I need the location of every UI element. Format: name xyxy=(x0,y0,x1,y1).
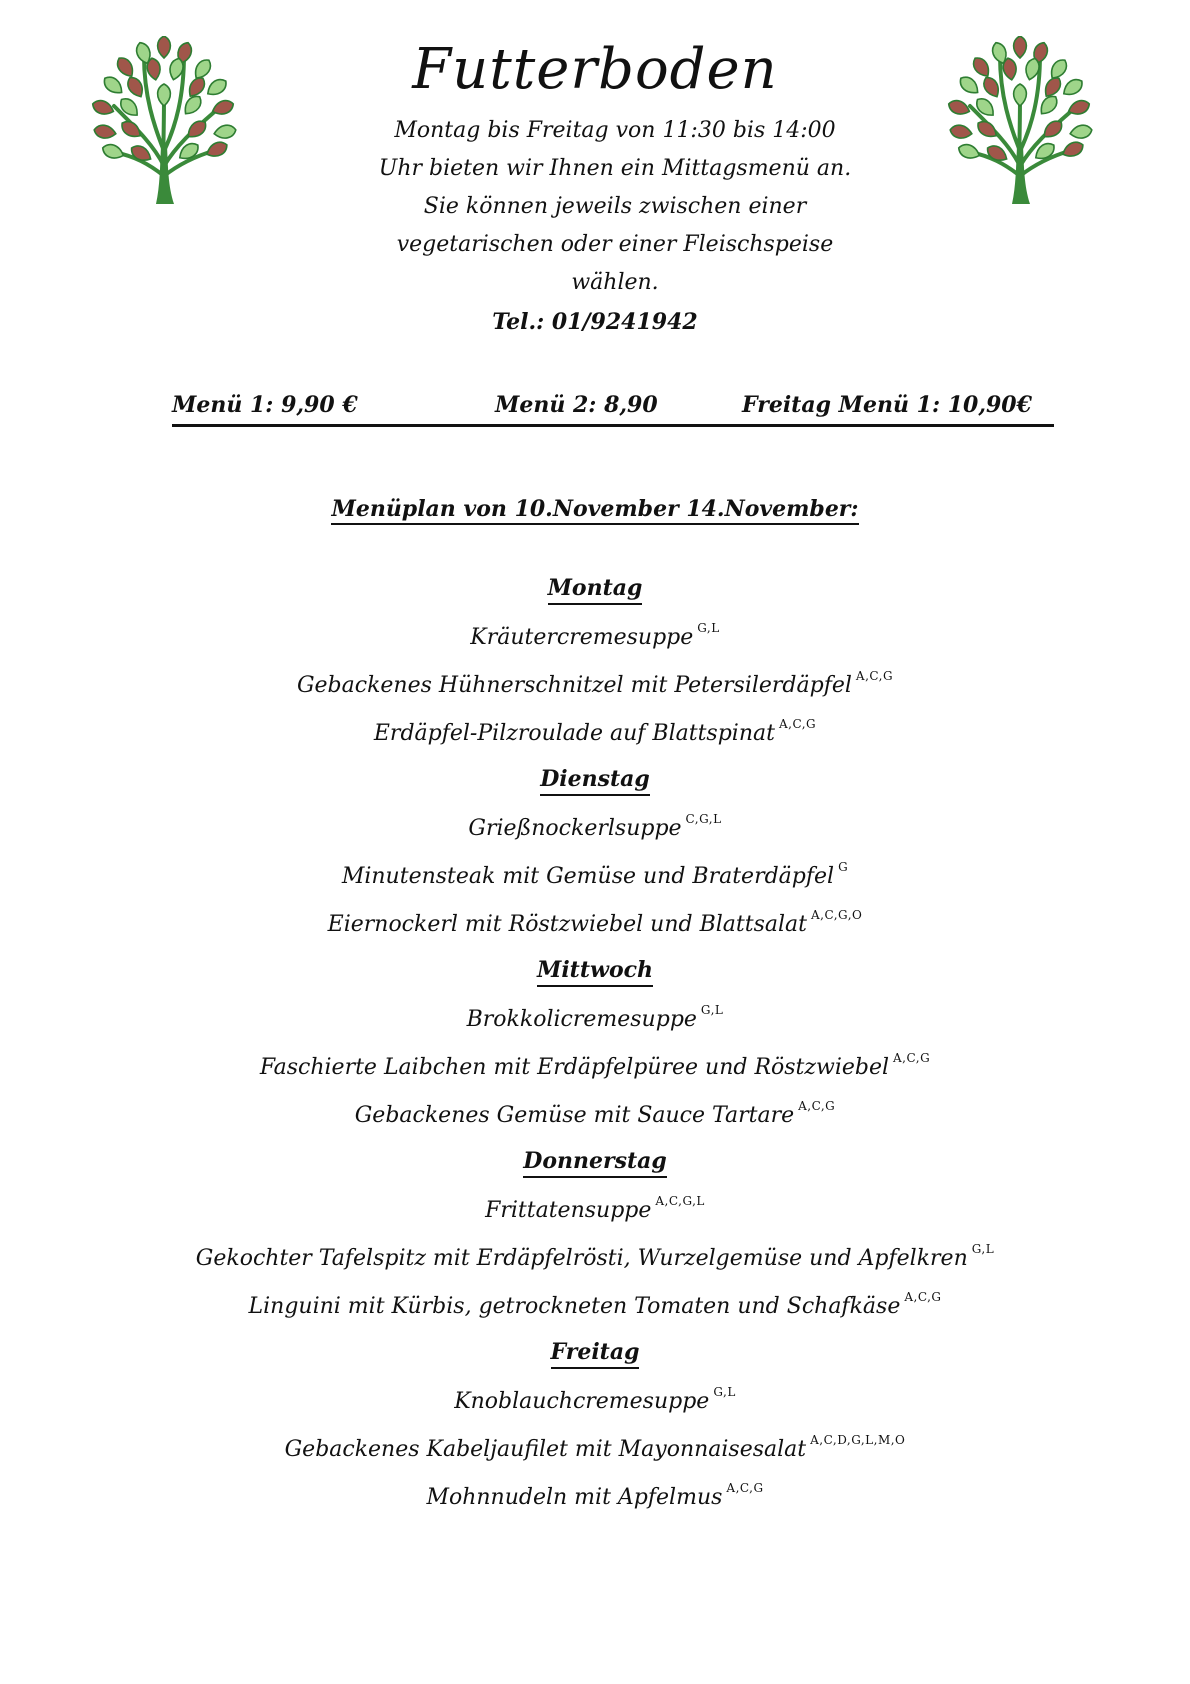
dish-name: Gebackenes Hühnerschnitzel mit Petersilerdäpfel xyxy=(296,673,852,698)
allergen-codes: A,C,G,O xyxy=(811,908,863,922)
tree-leaf xyxy=(1060,139,1085,160)
day-section-freitag xyxy=(0,1334,1190,1517)
dish-item xyxy=(0,657,1190,705)
tree-leaf xyxy=(1060,76,1085,99)
tree-leaf xyxy=(970,55,993,80)
tree-leaf xyxy=(119,118,144,141)
tree-leaf xyxy=(1014,84,1027,106)
tree-leaf xyxy=(957,73,982,97)
intro-line: Sie können jeweils zwischen einer xyxy=(423,194,807,219)
tree-leaf xyxy=(1037,93,1061,118)
dish-item xyxy=(0,991,1190,1039)
restaurant-title: Futterboden xyxy=(412,37,778,102)
allergen-codes: A,C,D,G,L,M,O xyxy=(810,1433,906,1447)
intro-text xyxy=(345,112,885,302)
allergen-codes: A,C,G,L xyxy=(655,1194,705,1208)
dish-name: Faschierte Laibchen mit Erdäpfelpüree und Röstzwiebel xyxy=(259,1055,890,1080)
allergen-codes: G,L xyxy=(697,621,720,635)
tree-leaf xyxy=(1014,36,1027,58)
tree-leaf xyxy=(947,98,972,118)
dish-item xyxy=(0,1278,1190,1326)
dish-name: Frittatensuppe xyxy=(485,1198,652,1223)
dish-name: Grießnockerlsuppe xyxy=(468,816,682,841)
day-name: Mittwoch xyxy=(537,955,653,987)
dish-item xyxy=(0,1421,1190,1469)
dish-name: Kräutercremesuppe xyxy=(470,625,694,650)
allergen-codes: A,C,G xyxy=(798,1099,836,1113)
day-name: Montag xyxy=(548,573,643,605)
allergen-codes: A,C,G xyxy=(726,1481,764,1495)
intro-line: vegetarischen oder einer Fleischspeise xyxy=(396,232,834,257)
allergen-codes: A,C,G xyxy=(778,717,817,731)
allergen-codes: C,G,L xyxy=(685,812,722,826)
allergen-codes: A,C,G xyxy=(893,1051,931,1065)
dish-name: Gebackenes Gemüse mit Sauce Tartare xyxy=(354,1103,795,1128)
dish-item xyxy=(0,800,1190,848)
dish-name: Gebackenes Kabeljaufilet mit Mayonnaisesalat xyxy=(284,1437,807,1462)
price-friday-menu-1: Freitag Menü 1: 10,90€ xyxy=(742,392,1032,418)
phone-number: Tel.: 01/9241942 xyxy=(492,309,698,335)
dish-item xyxy=(0,609,1190,657)
day-section-mittwoch xyxy=(0,952,1190,1135)
dish-name: Knoblauchcremesuppe xyxy=(454,1389,710,1414)
tree-icon xyxy=(940,36,1100,206)
dish-name: Erdäpfel-Pilzroulade auf Blattspinat xyxy=(373,721,775,746)
tree-leaf xyxy=(949,124,973,140)
allergen-codes: G,L xyxy=(971,1242,995,1256)
intro-line: Uhr bieten wir Ihnen ein Mittagsmenü an. xyxy=(378,156,852,181)
tree-leaf xyxy=(973,95,998,120)
day-name: Donnerstag xyxy=(523,1146,667,1178)
allergen-codes: G xyxy=(838,860,849,874)
tree-leaf xyxy=(93,124,117,140)
price-row xyxy=(172,388,1054,427)
dish-name: Minutensteak mit Gemüse und Braterdäpfel xyxy=(341,864,835,889)
tree-leaf xyxy=(957,142,982,162)
allergen-codes: G,L xyxy=(713,1385,736,1399)
dish-name: Linguini mit Kürbis, getrockneten Tomaten und Schafkäse xyxy=(248,1294,901,1319)
dish-item xyxy=(0,1230,1190,1278)
price-menu-2: Menü 2: 8,90 xyxy=(495,392,658,418)
day-name: Freitag xyxy=(551,1337,640,1369)
dish-name: Gekochter Tafelspitz mit Erdäpfelrösti, Wurzelgemüse und Apfelkren xyxy=(195,1246,968,1271)
day-section-dienstag xyxy=(0,761,1190,944)
dish-name: Mohnnudeln mit Apfelmus xyxy=(426,1485,723,1510)
allergen-codes: A,C,G xyxy=(855,669,894,683)
menu-plan-heading-text: Menüplan von 10.November 14.November: xyxy=(331,496,858,525)
dish-name: Brokkolicremesuppe xyxy=(466,1007,697,1032)
dish-item xyxy=(0,1182,1190,1230)
day-name: Dienstag xyxy=(540,764,650,796)
dish-item xyxy=(0,1373,1190,1421)
tree-leaf xyxy=(1069,124,1093,140)
allergen-codes: A,C,G xyxy=(904,1290,942,1304)
allergen-codes: G,L xyxy=(700,1003,724,1017)
dish-name: Eiernockerl mit Röstzwiebel und Blattsalat xyxy=(327,912,807,937)
tree-leaf xyxy=(975,118,1000,141)
dish-item xyxy=(0,1039,1190,1087)
tree-leaf xyxy=(101,142,126,162)
dish-item xyxy=(0,705,1190,753)
intro-line: Montag bis Freitag von 11:30 bis 14:00 xyxy=(394,118,836,143)
dish-item xyxy=(0,1087,1190,1135)
day-section-montag xyxy=(0,570,1190,753)
menu-plan-heading xyxy=(0,492,1190,526)
day-section-donnerstag xyxy=(0,1143,1190,1326)
intro-line: wählen. xyxy=(571,270,659,295)
dish-item xyxy=(0,1469,1190,1517)
tree-leaf xyxy=(213,124,237,140)
price-menu-1: Menü 1: 9,90 € xyxy=(172,392,358,418)
dish-item xyxy=(0,848,1190,896)
tree-leaf xyxy=(204,139,229,160)
dish-item xyxy=(0,896,1190,944)
